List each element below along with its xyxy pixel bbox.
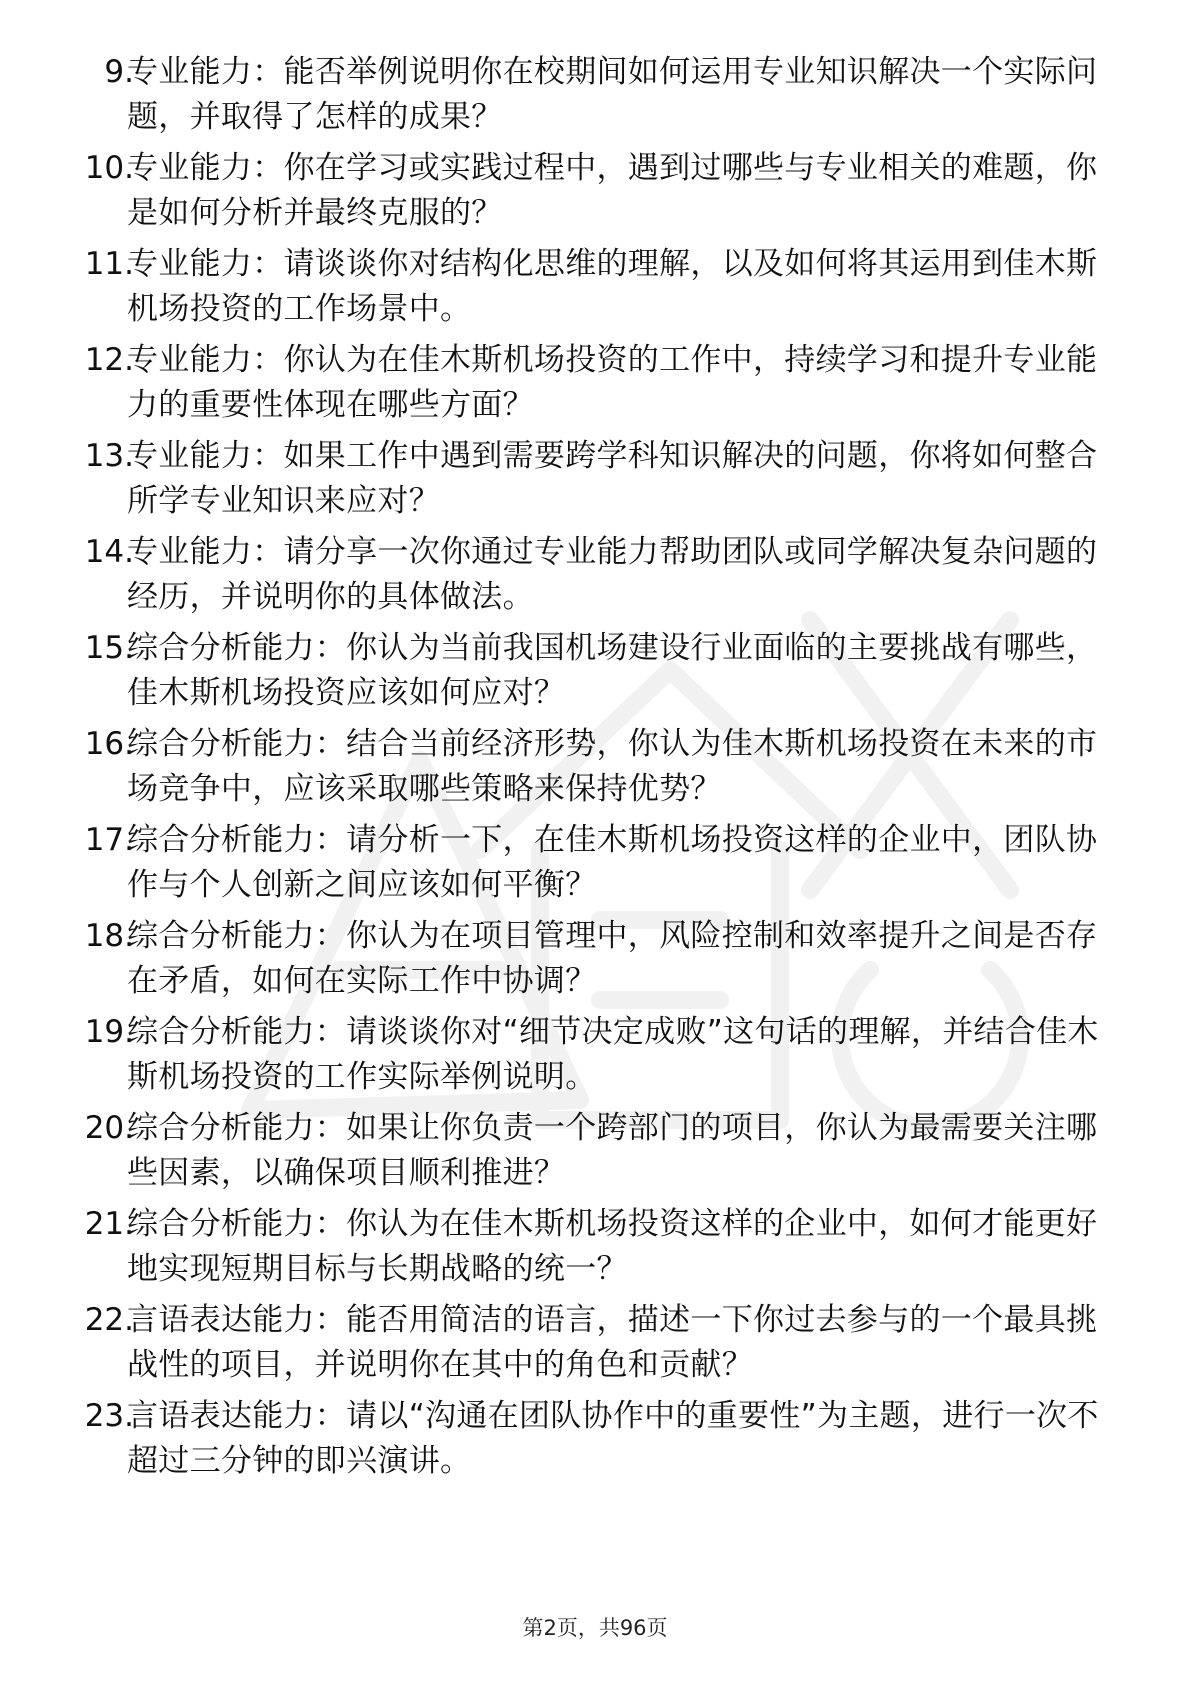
question-number: 12. — [84, 342, 134, 378]
question-item — [0, 722, 1190, 818]
question-text: 专业能力：能否举例说明你在校期间如何运用专业知识解决一个实际问题，并取得了怎样的成果？ — [127, 54, 1098, 135]
question-text: 综合分析能力：请分析一下，在佳木斯机场投资这样的企业中，团队协作与个人创新之间应该如何平衡？ — [127, 822, 1098, 903]
question-text: 综合分析能力：你认为在项目管理中，风险控制和效率提升之间是否存在矛盾，如何在实际工作中协调？ — [127, 918, 1098, 999]
question-text: 专业能力：你认为在佳木斯机场投资的工作中，持续学习和提升专业能力的重要性体现在哪些方面？ — [127, 342, 1098, 423]
question-text: 言语表达能力：能否用简洁的语言，描述一下你过去参与的一个最具挑战性的项目，并说明你在其中的角色和贡献？ — [127, 1302, 1098, 1383]
question-item — [0, 1202, 1190, 1298]
question-text: 言语表达能力：请以“沟通在团队协作中的重要性”为主题，进行一次不超过三分钟的即兴演讲。 — [127, 1398, 1099, 1479]
question-number: 19. — [84, 1014, 134, 1050]
page-footer: 第2页，共96页 — [522, 1616, 668, 1640]
question-item — [0, 1298, 1190, 1394]
question-number: 22. — [84, 1302, 134, 1338]
question-text: 综合分析能力：如果让你负责一个跨部门的项目，你认为最需要关注哪些因素，以确保项目顺利推进？ — [127, 1110, 1098, 1191]
question-item — [0, 530, 1190, 626]
question-number: 11. — [84, 246, 134, 282]
question-number: 20. — [84, 1110, 134, 1146]
question-number: 10. — [84, 150, 134, 186]
question-text: 综合分析能力：结合当前经济形势，你认为佳木斯机场投资在未来的市场竞争中，应该采取哪些策略来保持优势？ — [127, 726, 1098, 807]
question-item — [0, 1106, 1190, 1202]
question-item — [0, 626, 1190, 722]
question-number: 21. — [84, 1206, 134, 1242]
question-number: 16. — [84, 726, 134, 762]
question-text: 综合分析能力：你认为当前我国机场建设行业面临的主要挑战有哪些，佳木斯机场投资应该如何应对？ — [127, 630, 1098, 711]
question-number: 17. — [84, 822, 134, 858]
question-text: 专业能力：请谈谈你对结构化思维的理解，以及如何将其运用到佳木斯机场投资的工作场景中。 — [127, 246, 1098, 327]
question-item — [0, 242, 1190, 338]
question-number: 14. — [84, 534, 134, 570]
question-item — [0, 434, 1190, 530]
question-text: 专业能力：如果工作中遇到需要跨学科知识解决的问题，你将如何整合所学专业知识来应对？ — [127, 438, 1098, 519]
question-item — [0, 338, 1190, 434]
question-text: 专业能力：请分享一次你通过专业能力帮助团队或同学解决复杂问题的经历，并说明你的具体做法。 — [127, 534, 1098, 615]
question-item — [0, 818, 1190, 914]
question-number: 13. — [84, 438, 134, 474]
question-item — [0, 914, 1190, 1010]
question-number: 9. — [104, 54, 134, 90]
question-text: 综合分析能力：你认为在佳木斯机场投资这样的企业中，如何才能更好地实现短期目标与长期战略的统一？ — [127, 1206, 1098, 1287]
question-item — [0, 146, 1190, 242]
question-number: 15. — [84, 630, 134, 666]
question-number: 18. — [84, 918, 134, 954]
question-number: 23. — [84, 1398, 134, 1434]
question-item — [0, 50, 1190, 146]
question-text: 专业能力：你在学习或实践过程中，遇到过哪些与专业相关的难题，你是如何分析并最终克服的？ — [127, 150, 1098, 231]
question-item — [0, 1010, 1190, 1106]
question-item — [0, 1394, 1190, 1490]
question-text: 综合分析能力：请谈谈你对“细节决定成败”这句话的理解，并结合佳木斯机场投资的工作实际举例说明。 — [127, 1014, 1099, 1095]
